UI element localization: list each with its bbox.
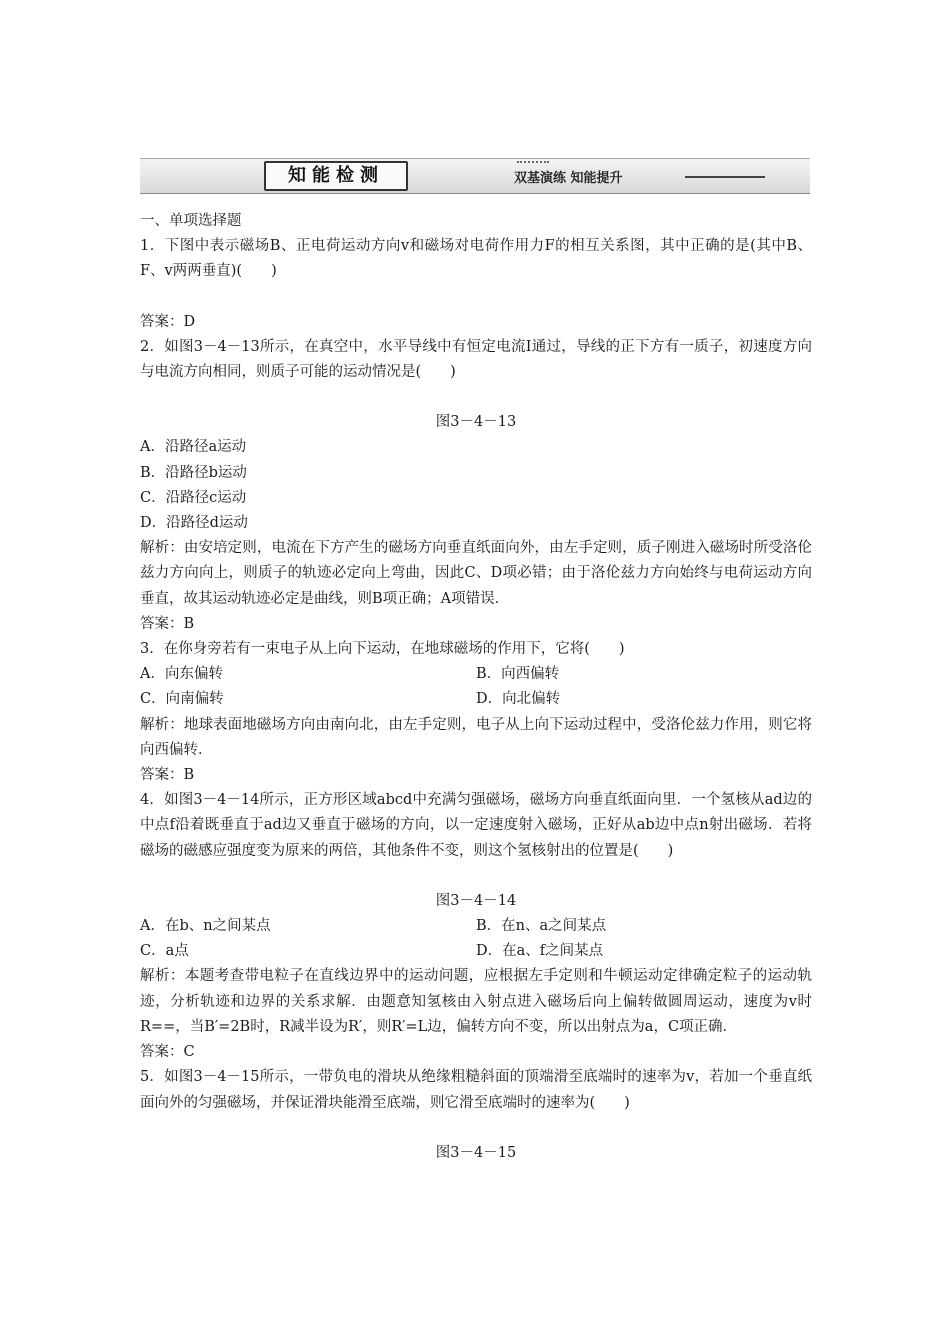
question-3: 3．在你身旁若有一束电子从上向下运动，在地球磁场的作用下，它将( ) [140,641,625,658]
option-4c: C．a点 [140,943,189,960]
options-row-3-2 [140,687,812,712]
question-2: 2．如图3－4－13所示，在真空中，水平导线中有恒定电流I通过，导线的正下方有一质子，初速度方向与电流方向相同，则质子可能的运动情况是( ) [140,338,812,381]
analysis-2: 解析：由安培定则，电流在下方产生的磁场方向垂直纸面向外，由左手定则，质子刚进入磁场时所受洛伦兹力方向向上，则质子的轨迹必定向上弯曲，因此C、D项必错；由于洛伦兹力方向始终与电荷运动方向垂直，故其运动轨迹必定是曲线，则B项正确；A项错误． [140,540,812,607]
answer-3: 答案：B [140,767,195,784]
option-3d: D．向北偏转 [476,691,561,708]
banner-line-decoration [685,176,765,178]
option-3b: B．向西偏转 [476,666,560,683]
options-row-3-1 [140,662,812,687]
banner-subtitle: 双基演练 知能提升 [514,171,623,186]
question-4: 4．如图3－4－14所示，正方形区域abcd中充满匀强磁场，磁场方向垂直纸面向里．一个氢核从ad边的中点f沿着既垂直于ad边又垂直于磁场的方向，以一定速度射入磁场，正好从ab边中点n射出磁场．若将磁场的磁感应强度变为原来的两倍，其他条件不变，则这个氢核射出的位置是( ) [140,792,812,859]
options-row-4-1 [140,914,812,939]
figure-caption-4: 图3－4－14 [435,892,517,909]
option-3a: A．向东偏转 [140,666,223,683]
option-4a: A．在b、n之间某点 [140,918,271,935]
question-5: 5．如图3－4－15所示，一带负电的滑块从绝缘粗糙斜面的顶端滑至底端时的速率为v，若加一个垂直纸面向外的匀强磁场，并保证滑块能滑至底端，则它滑至底端时的速率为( ) [140,1069,812,1111]
option-2a: A．沿路径a运动 [140,439,247,456]
banner-dots-decoration [517,161,549,166]
option-4b: B．在n、a之间某点 [476,918,607,935]
option-2b: B．沿路径b运动 [140,464,247,481]
options-row-4-2 [140,939,812,964]
option-2d: D．沿路径d运动 [140,515,248,532]
section-banner [140,158,810,194]
document-body [140,209,812,1166]
answer-2: 答案：B [140,615,195,632]
figure-caption-5: 图3－4－15 [435,1144,517,1161]
analysis-4: 解析：本题考查带电粒子在直线边界中的运动问题，应根据左手定则和牛顿运动定律确定粒子的运动轨迹，分析轨迹和边界的关系求解．由题意知氢核由入射点进入磁场后向上偏转做圆周运动，速度为v时R==，当B′=2B时，R减半设为R′，则R′=L边，偏转方向不变，所以出射点为a，C项正确． [140,968,812,1035]
figure-caption-2: 图3－4－13 [435,414,517,431]
section-heading: 一、单项选择题 [140,213,242,229]
banner-title: 知能检测 [264,161,408,191]
question-1: 1．下图中表示磁场B、正电荷运动方向v和磁场对电荷作用力F的相互关系图，其中正确的是(其中B、F、v两两垂直)( ) [140,238,812,280]
answer-4: 答案：C [140,1044,195,1061]
analysis-3: 解析：地球表面地磁场方向由南向北，由左手定则，电子从上向下运动过程中，受洛伦兹力作用，则它将向西偏转． [140,716,812,758]
option-3c: C．向南偏转 [140,691,224,708]
option-2c: C．沿路径c运动 [140,489,247,506]
option-4d: D．在a、f之间某点 [476,943,604,960]
answer-1: 答案：D [140,313,196,330]
